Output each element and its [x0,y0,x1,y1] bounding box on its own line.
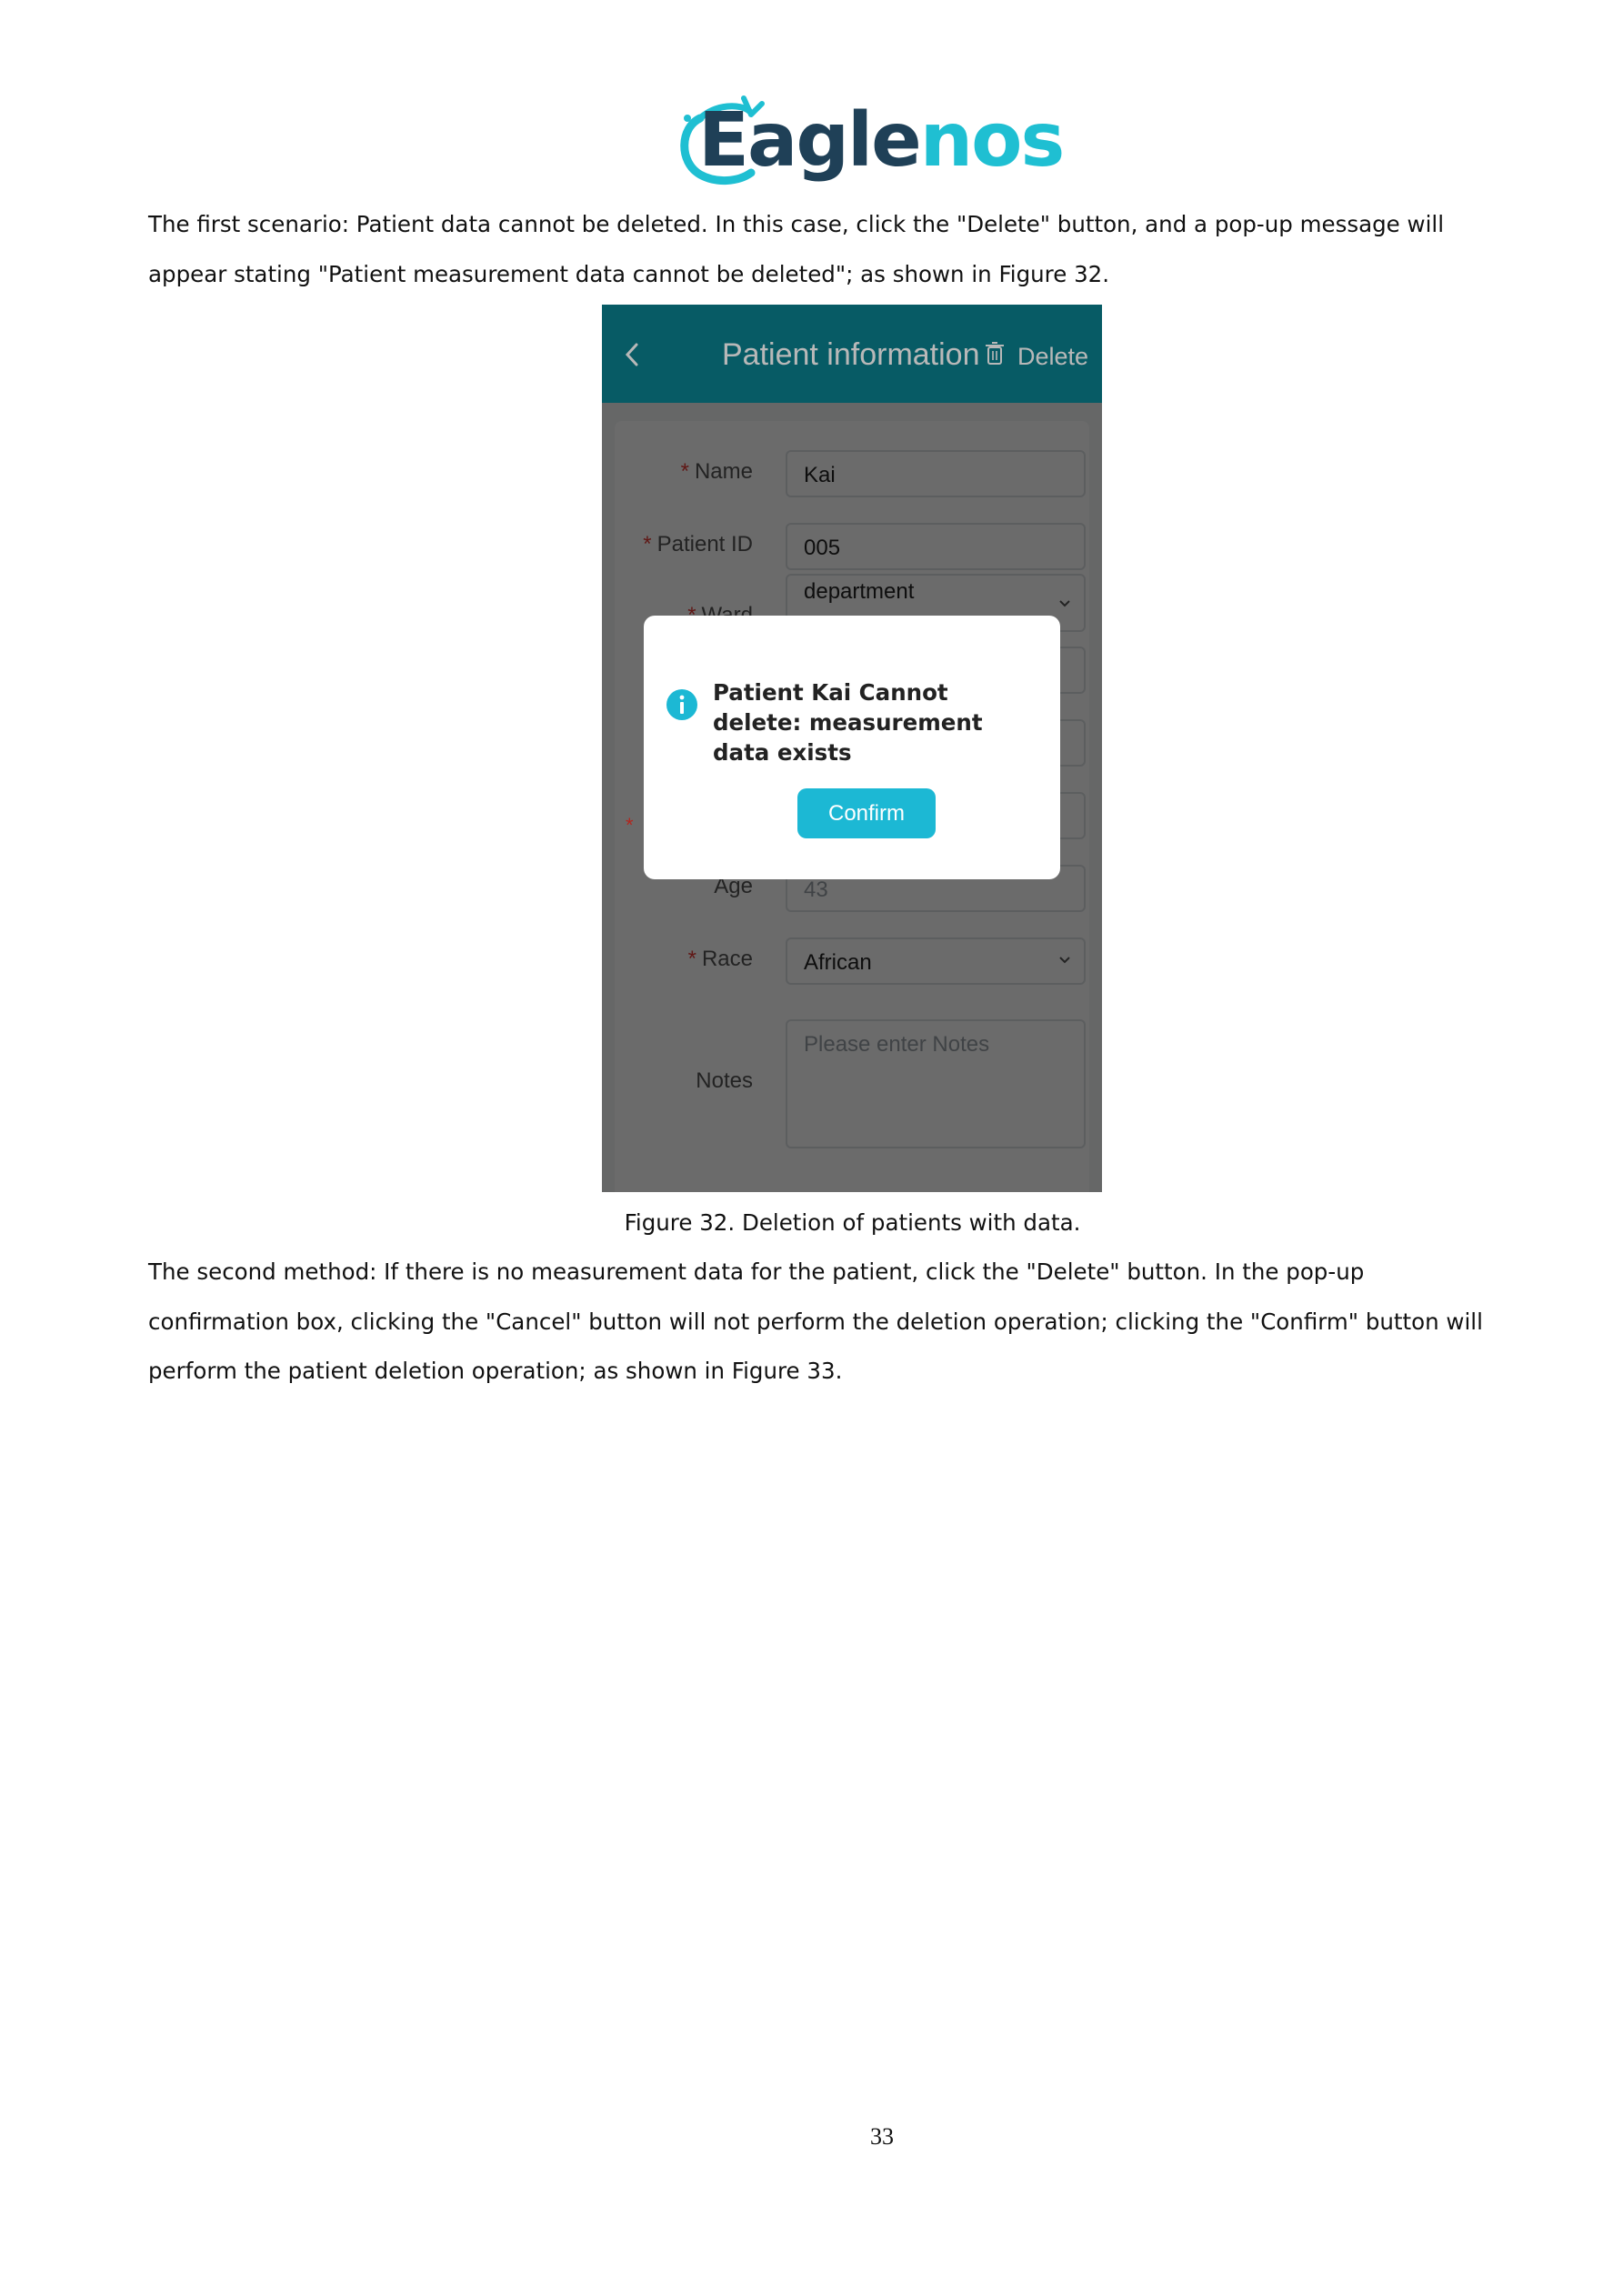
cannot-delete-dialog [644,616,1060,879]
page-number: 33 [870,2123,894,2150]
delete-button[interactable]: Delete [1017,343,1089,370]
paragraph-first-scenario: The first scenario: Patient data cannot be deleted. In this case, click the "Delete" button, and a pop-up message will appear stating "Patient measurement data cannot be deleted"; as shown in Figure 32. [148,211,1444,287]
confirm-button[interactable]: Confirm [797,788,936,838]
appbar-dim-overlay [602,305,1102,403]
page-title: Patient information [722,337,980,372]
eaglenos-logo [673,91,1064,191]
info-icon [666,688,698,721]
required-marker: * [626,814,634,837]
dialog-message: Patient Kai Cannot delete: measurement data exists [713,679,983,766]
logo-wordmark: Eaglenos [698,97,1064,184]
paragraph-second-method: The second method: If there is no measurement data for the patient, click the "Delete" button. In the pop-up confirmation box, clicking the "Cancel" button will not perform the deletion operation; clicking the "Confirm" button will perform the patient deletion operation; as shown in Figure 33. [148,1258,1483,1384]
figure-caption: Figure 32. Deletion of patients with data. [624,1209,1081,1236]
figure-32-screenshot [602,305,1102,1192]
